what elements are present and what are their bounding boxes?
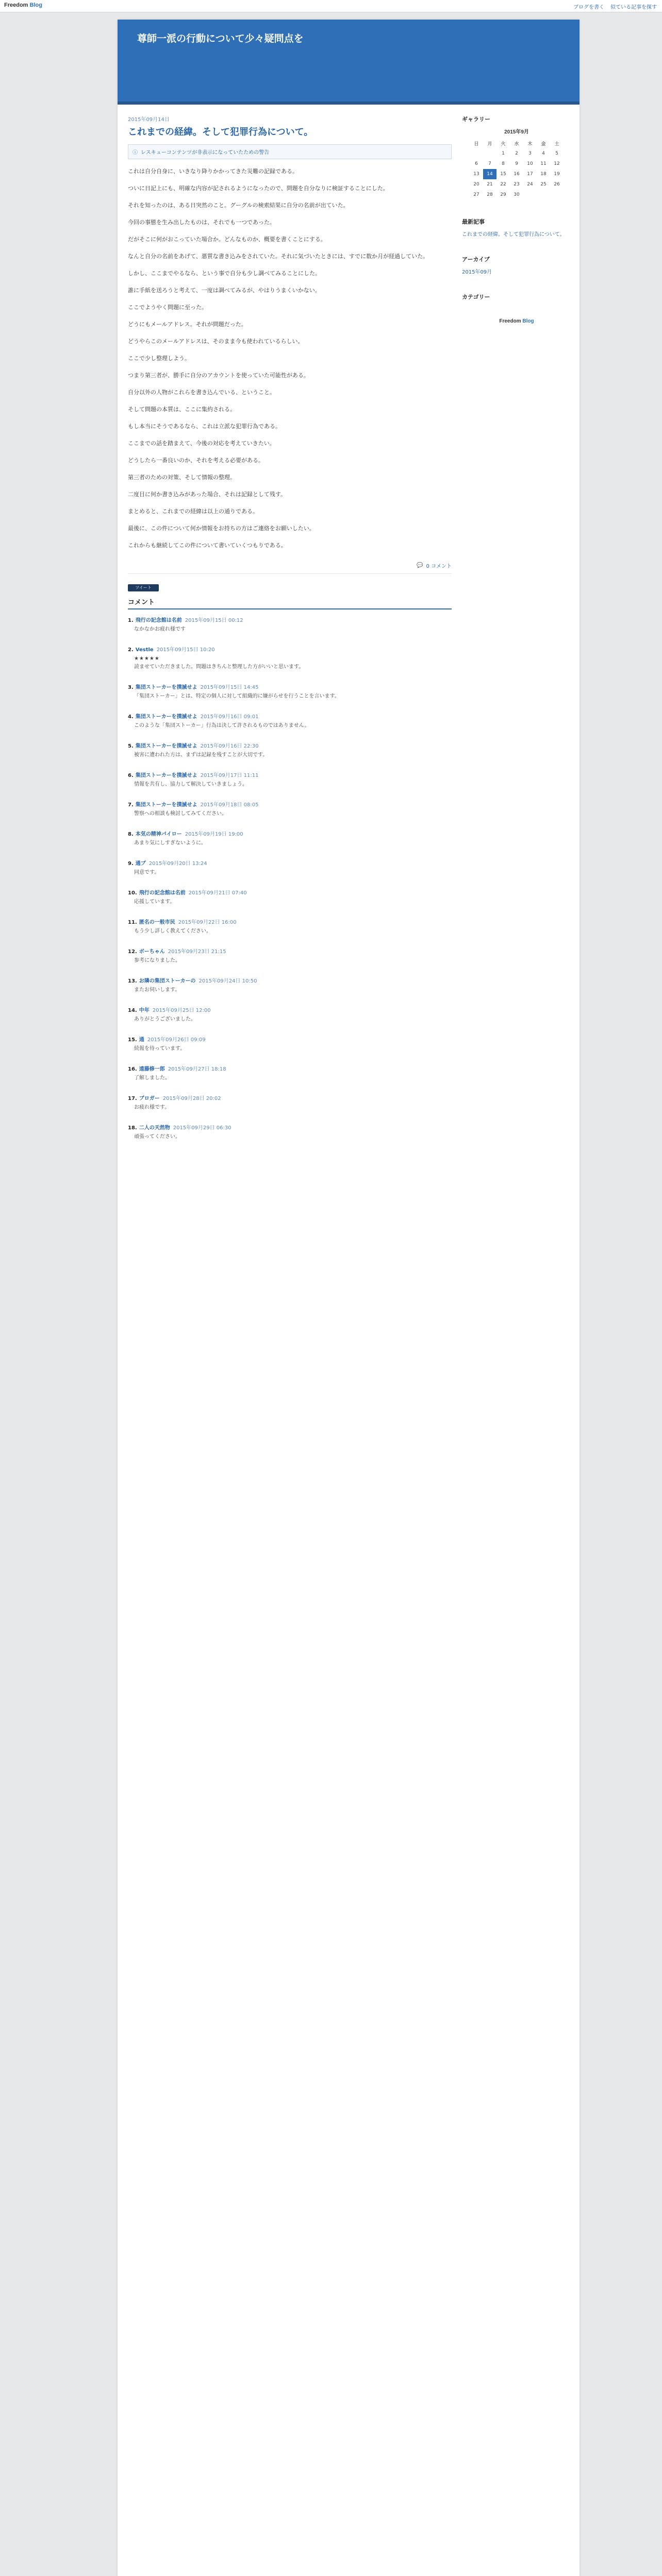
entry-paragraph: それを知ったのは、ある日突然のこと。グーグルの検索結果に自分の名前が出ていた。 [128, 202, 349, 209]
comment-author-link[interactable]: 飛行の記念館は名前 [135, 618, 182, 623]
comment-body: なかなかお疲れ様です [134, 626, 186, 632]
comment-author-link[interactable]: 集団ストーカーを撲滅せよ [135, 773, 197, 778]
comment-item [128, 1094, 452, 1112]
topbar-links [573, 3, 657, 10]
entry-paragraph: ここまでの話を踏まえて、今後の対応を考えていきたい。 [128, 440, 275, 447]
calendar-day: 7 [488, 161, 491, 166]
calendar-day: 26 [554, 182, 560, 187]
entry-paragraph: 自分以外の人物がこれらを書き込んでいる、ということ。 [128, 389, 275, 396]
comment-header [128, 741, 452, 749]
calendar-day: 6 [475, 161, 478, 166]
comment-date: 2015年09月15日 14:45 [200, 685, 259, 690]
comment-body: 警察への相談も検討してみてください。 [134, 811, 227, 817]
comment-item [128, 800, 452, 818]
calendar-day: 19 [554, 172, 560, 177]
calendar-day: 9 [515, 161, 518, 166]
comment-item [128, 683, 452, 701]
entry-paragraph: どうにもメールアドレス。それが問題だった。 [128, 321, 247, 328]
calendar-day: 18 [540, 172, 547, 177]
calendar-empty-cell [550, 190, 564, 200]
comment-header [128, 712, 452, 720]
comment-body: 続報を待っています。 [134, 1046, 186, 1052]
entry-paragraph: ここでようやく問題に至った。 [128, 304, 207, 311]
comment-date: 2015年09月17日 11:11 [200, 773, 259, 778]
comment-author-link[interactable]: 集団ストーカーを撲滅せよ [135, 714, 197, 720]
comment-item [128, 1035, 452, 1053]
comment-date: 2015年09月23日 21:15 [168, 949, 226, 955]
comment-item [128, 918, 452, 936]
comment-body: 情報を共有し、協力して解決していきましょう。 [134, 782, 247, 787]
comment-author-link[interactable]: ブロガー [139, 1096, 160, 1101]
entry-paragraph: だがそこに何がおこっていた場合か。どんなものか、概要を書くことにする。 [128, 236, 326, 243]
comment-number: 6. [128, 773, 134, 778]
comment-item [128, 771, 452, 789]
comment-date: 2015年09月28日 20:02 [162, 1096, 221, 1101]
comment-author-link[interactable]: 飛行の記念館は名前 [139, 890, 186, 896]
comment-date: 2015年09月21日 07:40 [188, 890, 247, 896]
entry-paragraph: 今回の事態を生み出したものは、それでも一つであった。 [128, 219, 275, 226]
sidebar-logo-main: Freedom [499, 318, 521, 324]
comment-body: 被害に遭われた方は、まずは記録を残すことが大切です。 [134, 752, 268, 758]
comment-item [128, 645, 452, 671]
calendar-day: 24 [527, 182, 533, 187]
comment-header [128, 829, 452, 837]
comment-header [128, 1035, 452, 1043]
find-similar-link[interactable]: 似ている記事を探す [610, 5, 657, 10]
calendar-day: 23 [514, 182, 520, 187]
comment-item [128, 616, 452, 634]
comment-number: 4. [128, 714, 134, 720]
calendar-day: 27 [473, 192, 479, 197]
entry-paragraph: 誰に手紙を送ろうと考えて、一度は調べてみるが、やはりうまくいかない。 [128, 287, 321, 294]
comment-number: 18. [128, 1125, 137, 1131]
calendar-day: 8 [502, 161, 505, 166]
comment-date: 2015年09月15日 00:12 [185, 618, 243, 623]
comment-author-link[interactable]: ボーちゃん [139, 949, 165, 955]
comment-body: 頑張ってください。 [134, 1134, 180, 1140]
entry-paragraph: 第三者のための対策、そして情報の整理。 [128, 474, 236, 481]
sidebar-logo[interactable] [462, 318, 571, 324]
entry-paragraph: これからも継続してこの件について書いていくつもりである。 [128, 542, 287, 549]
main-column [128, 115, 452, 1153]
comment-number: 17. [128, 1096, 137, 1101]
entry-title[interactable]: これまでの経緯。そして犯罪行為について。 [128, 127, 313, 137]
blog-title[interactable]: 尊師一派の行動について少々疑問点を [137, 33, 304, 44]
calendar-day: 29 [500, 192, 506, 197]
calendar-weekday: 木 [527, 141, 533, 147]
archive-widget [462, 255, 571, 275]
comment-number: 2. [128, 647, 134, 653]
comment-body: 同意です。 [134, 870, 160, 875]
comment-number: 1. [128, 618, 134, 623]
archive-heading: アーカイブ [462, 257, 490, 263]
calendar-empty-cell [537, 190, 550, 200]
comment-author-link[interactable]: お隣の集団ストーカーの [139, 978, 196, 984]
comment-number: 13. [128, 978, 137, 984]
comment-body: もう少し詳しく教えてください。 [134, 928, 211, 934]
calendar-day: 13 [473, 172, 479, 177]
entry-paragraph: これは自分自身に、いきなり降りかかってきた災難の記録である。 [128, 168, 298, 175]
comment-item [128, 1123, 452, 1141]
calendar-weekday: 月 [487, 141, 492, 147]
calendar-month: 2015年9月 [504, 129, 529, 135]
comment-body: 参考になりました。 [134, 958, 180, 963]
comment-item [128, 1064, 452, 1082]
logo-main-text: Freedom [4, 2, 28, 8]
comment-number: 8. [128, 832, 134, 837]
calendar-day: 4 [542, 151, 545, 156]
comment-number: 5. [128, 743, 134, 749]
comment-item [128, 888, 452, 906]
calendar-weekday: 火 [501, 141, 506, 147]
comment-author-link[interactable]: 通ブ [135, 861, 146, 867]
comment-author-link[interactable]: 二人の天然物 [139, 1125, 170, 1131]
calendar-table [470, 138, 564, 200]
entry-paragraph: つまり第三者が、勝手に自分のアカウントを使っていた可能性がある。 [128, 372, 309, 379]
comment-number: 9. [128, 861, 134, 867]
calendar-day: 10 [527, 161, 533, 166]
category-widget [462, 293, 571, 301]
comment-number: 15. [128, 1037, 137, 1043]
info-icon: ⓘ [133, 150, 138, 156]
comment-body: 応援しています。 [134, 899, 175, 905]
tweet-button[interactable]: ツイート [128, 584, 159, 591]
comment-body: またお伺いします。 [134, 987, 180, 993]
comment-author-link[interactable]: 集団ストーカーを撲滅せよ [135, 743, 197, 749]
comment-body: 「集団ストーカー」とは、特定の個人に対して組織的に嫌がらせを行うことを言います。 [134, 693, 340, 699]
entry-paragraph: 二度目に何か書き込みがあった場合、それは記録として残す。 [128, 491, 287, 498]
comment-author-link[interactable]: 本気の精神パイロー [135, 832, 182, 837]
comment-header [128, 859, 452, 867]
calendar-day: 12 [554, 161, 560, 166]
entry-paragraph: しかし、ここまでやるなら、という事で自分も少し調べてみることにした。 [128, 270, 321, 277]
comment-header [128, 1094, 452, 1101]
comment-number: 14. [128, 1008, 137, 1013]
calendar-weekday: 土 [554, 141, 559, 147]
comment-header [128, 616, 452, 623]
comment-date: 2015年09月25日 12:00 [152, 1008, 211, 1013]
entry-paragraph: そして問題の本質は、ここに集約される。 [128, 406, 236, 413]
calendar-day: 3 [528, 151, 532, 156]
write-blog-link[interactable]: ブログを書く [573, 5, 604, 10]
comment-author-link[interactable]: 中年 [139, 1008, 150, 1013]
rating-stars: ★★★★★ [134, 656, 160, 662]
calendar-day: 2 [515, 151, 518, 156]
comment-header [128, 800, 452, 808]
comment-author-link[interactable]: 匿名の一般市民 [139, 920, 175, 925]
comment-item [128, 741, 452, 759]
calendar-day: 28 [487, 192, 493, 197]
calendar-empty-cell [523, 190, 537, 200]
comment-count-link[interactable]: 0 コメント [426, 564, 452, 569]
comment-body: ありがとうございました。 [134, 1016, 196, 1022]
comment-author-link[interactable]: Vestle [135, 647, 154, 653]
comment-number: 12. [128, 949, 137, 955]
calendar-day: 20 [473, 182, 479, 187]
calendar-day: 21 [487, 182, 493, 187]
calendar-day: 5 [555, 151, 558, 156]
comment-header [128, 683, 452, 690]
comment-author-link[interactable]: 集団ストーカーを撲滅せよ [135, 685, 197, 690]
comment-header [128, 888, 452, 896]
comment-body: あまり気にしすぎないように。 [134, 840, 206, 846]
blog-header [118, 20, 580, 105]
comment-date: 2015年09月16日 09:01 [200, 714, 259, 720]
comment-header [128, 918, 452, 925]
comment-item [128, 829, 452, 848]
entry-paragraph: なんと自分の名前をあげて、悪質な書き込みをされていた。それに気づいたときには、すでに数か月が経過していた。 [128, 253, 429, 260]
comment-date: 2015年09月20日 13:24 [148, 861, 207, 867]
recent-posts-widget [462, 217, 571, 238]
calendar-day: 1 [502, 151, 505, 156]
calendar-day-current[interactable]: 14 [483, 169, 496, 179]
comment-body: お疲れ様です。 [134, 1105, 170, 1110]
comment-icon: 💬 [417, 563, 423, 568]
calendar-day: 22 [500, 182, 506, 187]
comment-body: 読ませていただきました。問題はきちんと整理した方がいいと思います。 [134, 664, 304, 670]
comment-header [128, 645, 452, 653]
notice-box [128, 144, 452, 159]
comments-heading: コメント [128, 597, 452, 609]
site-logo[interactable] [4, 2, 42, 8]
comment-author-link[interactable]: 通 [139, 1037, 144, 1043]
comment-body: このような「集団ストーカー」行為は決して許されるものではありません。 [134, 723, 310, 728]
calendar-day: 30 [514, 192, 520, 197]
comment-header [128, 1123, 452, 1131]
calendar-empty-cell [470, 148, 483, 159]
logo-sub-text: Blog [29, 2, 42, 8]
recent-posts-heading: 最新記事 [462, 219, 485, 225]
comment-date: 2015年09月22日 16:00 [178, 920, 237, 925]
entry-paragraph: ついに日記上にも、明確な内容が記されるようになったので、問題を自分なりに検証することにした。 [128, 185, 389, 192]
entry-paragraph: まとめると、これまでの経緯は以上の通りである。 [128, 508, 258, 515]
calendar-day: 17 [527, 172, 533, 177]
calendar-empty-cell [483, 148, 496, 159]
comments-section [128, 597, 452, 1141]
comment-date: 2015年09月29日 06:30 [173, 1125, 231, 1131]
calendar-heading: ギャラリー [462, 116, 490, 123]
entry-date: 2015年09月14日 [128, 117, 170, 123]
comment-date: 2015年09月16日 22:30 [200, 743, 259, 749]
comment-header [128, 1064, 452, 1072]
comment-date: 2015年09月26日 09:09 [147, 1037, 206, 1043]
comment-date: 2015年09月18日 08:05 [200, 802, 259, 808]
entry-paragraph: どうやらこのメールアドレスは、そのまま今も使われているらしい。 [128, 338, 304, 345]
comment-item [128, 1006, 452, 1024]
comment-header [128, 1006, 452, 1013]
calendar-weekday: 日 [474, 141, 479, 147]
calendar-widget [462, 115, 571, 200]
comment-date: 2015年09月15日 10:20 [156, 647, 215, 653]
comment-number: 11. [128, 920, 137, 925]
comment-author-link[interactable]: 遠藤修一郎 [139, 1066, 165, 1072]
blog-frame [118, 20, 580, 2576]
comment-date: 2015年09月27日 18:18 [168, 1066, 226, 1072]
sidebar-logo-sub: Blog [522, 318, 534, 324]
comment-header [128, 976, 452, 984]
comment-author-link[interactable]: 集団ストーカーを撲滅せよ [135, 802, 197, 808]
sidebar [462, 115, 571, 324]
calendar-day: 11 [540, 161, 547, 166]
comment-list [128, 616, 452, 1141]
comment-number: 7. [128, 802, 134, 808]
comment-body: 了解しました。 [134, 1075, 170, 1081]
comment-date: 2015年09月19日 19:00 [185, 832, 243, 837]
comment-item [128, 859, 452, 877]
comment-item [128, 976, 452, 994]
entry-paragraph: 最後に、この件について何か情報をお持ちの方はご連絡をお願いしたい。 [128, 525, 315, 532]
entry-paragraph: ここで少し整理しよう。 [128, 355, 190, 362]
calendar-weekday: 水 [514, 141, 519, 147]
calendar-day: 25 [540, 182, 547, 187]
calendar-day: 16 [514, 172, 520, 177]
comment-date: 2015年09月24日 10:50 [198, 978, 257, 984]
comment-number: 16. [128, 1066, 137, 1072]
comment-header [128, 947, 452, 955]
comment-number: 10. [128, 890, 137, 896]
calendar-weekday: 金 [541, 141, 546, 147]
calendar-day: 15 [500, 172, 506, 177]
category-heading: カテゴリー [462, 294, 490, 300]
comment-number: 3. [128, 685, 134, 690]
entry-footer [128, 557, 452, 574]
entry-paragraph: どうしたら一番良いのか、それを考える必要がある。 [128, 457, 264, 464]
comment-header [128, 771, 452, 778]
top-navigation-bar [0, 0, 662, 12]
recent-post-link[interactable]: これまでの経緯。そして犯罪行為について。 [462, 232, 565, 238]
notice-link[interactable]: レスキューコンテンツが非表示になっていたための警告 [141, 150, 270, 156]
comment-item [128, 712, 452, 730]
entry-paragraph: もし本当にそうであるなら、これは立派な犯罪行為である。 [128, 423, 281, 430]
comment-item [128, 947, 452, 965]
entry-body [128, 166, 452, 550]
archive-link[interactable]: 2015年09月 [462, 269, 492, 275]
